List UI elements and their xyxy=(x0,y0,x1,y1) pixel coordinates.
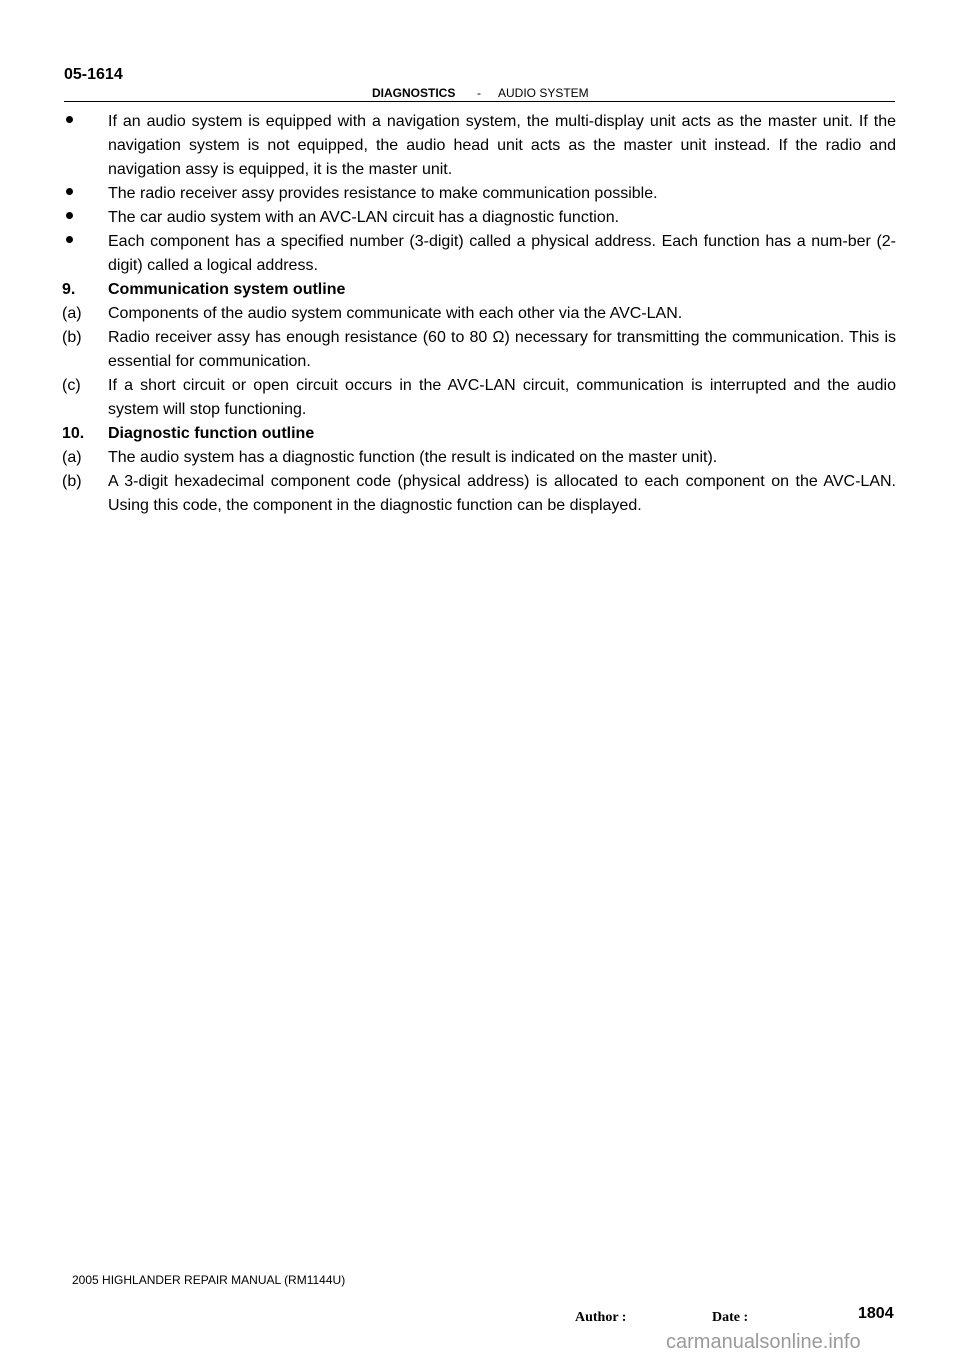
bullet-item xyxy=(62,206,896,230)
header-rule xyxy=(64,101,895,102)
manual-title: 2005 HIGHLANDER REPAIR MANUAL (RM1144U) xyxy=(72,1273,346,1287)
item-text: A 3-digit hexadecimal component code (physical address) is allocated to each component on the AVC-LAN. Using this code, the component in the diagnostic function can be displayed. xyxy=(108,473,896,514)
running-header xyxy=(0,86,960,102)
section-title: DIAGNOSTICS xyxy=(372,86,456,100)
watermark-link[interactable]: carmanualsonline.info xyxy=(666,1331,861,1353)
list-item xyxy=(62,302,896,326)
section-heading xyxy=(62,422,896,446)
item-text: Components of the audio system communicate with each other via the AVC-LAN. xyxy=(108,305,683,322)
item-text: Each component has a specified number (3-digit) called a physical address. Each function has a num-ber (2-digit) called a logical address. xyxy=(108,233,896,274)
item-text: The audio system has a diagnostic function (the result is indicated on the master unit). xyxy=(108,449,718,466)
item-text: Radio receiver assy has enough resistance (60 to 80 Ω) necessary for transmitting the communication. This is essential for communication. xyxy=(108,329,896,370)
list-item xyxy=(62,446,896,470)
bullet-item xyxy=(62,110,896,182)
header-separator: - xyxy=(477,86,481,100)
list-item xyxy=(62,326,896,374)
list-item xyxy=(62,470,896,518)
item-marker: (a) xyxy=(62,305,82,322)
bullet-icon xyxy=(66,236,73,243)
bullet-item xyxy=(62,230,896,278)
bullet-icon xyxy=(66,116,73,123)
subsection-title: AUDIO SYSTEM xyxy=(498,86,589,100)
body-content xyxy=(62,110,896,518)
item-text: The car audio system with an AVC-LAN circuit has a diagnostic function. xyxy=(108,209,620,226)
item-marker: (b) xyxy=(62,473,82,490)
item-marker: 9. xyxy=(62,281,76,298)
author-label: Author : xyxy=(575,1310,627,1325)
page-number: 1804 xyxy=(858,1305,894,1322)
item-text: The radio receiver assy provides resistance to make communication possible. xyxy=(108,185,658,202)
item-marker: (a) xyxy=(62,449,82,466)
item-text: Diagnostic function outline xyxy=(108,425,315,442)
page-code: 05-1614 xyxy=(64,66,123,83)
bullet-item xyxy=(62,182,896,206)
item-text: If an audio system is equipped with a navigation system, the multi-display unit acts as the master unit. If the navigation system is not equipped, the audio head unit acts as the master unit instead. If the radio and navigation assy is equipped, it is the master unit. xyxy=(108,113,896,178)
date-label: Date : xyxy=(712,1310,749,1325)
item-marker: (c) xyxy=(62,377,81,394)
item-marker: 10. xyxy=(62,425,85,442)
list-item xyxy=(62,374,896,422)
section-heading xyxy=(62,278,896,302)
item-text: If a short circuit or open circuit occurs in the AVC-LAN circuit, communication is interrupted and the audio system will stop functioning. xyxy=(108,377,896,418)
bullet-icon xyxy=(66,212,73,219)
item-text: Communication system outline xyxy=(108,281,346,298)
bullet-icon xyxy=(66,188,73,195)
item-marker: (b) xyxy=(62,329,82,346)
